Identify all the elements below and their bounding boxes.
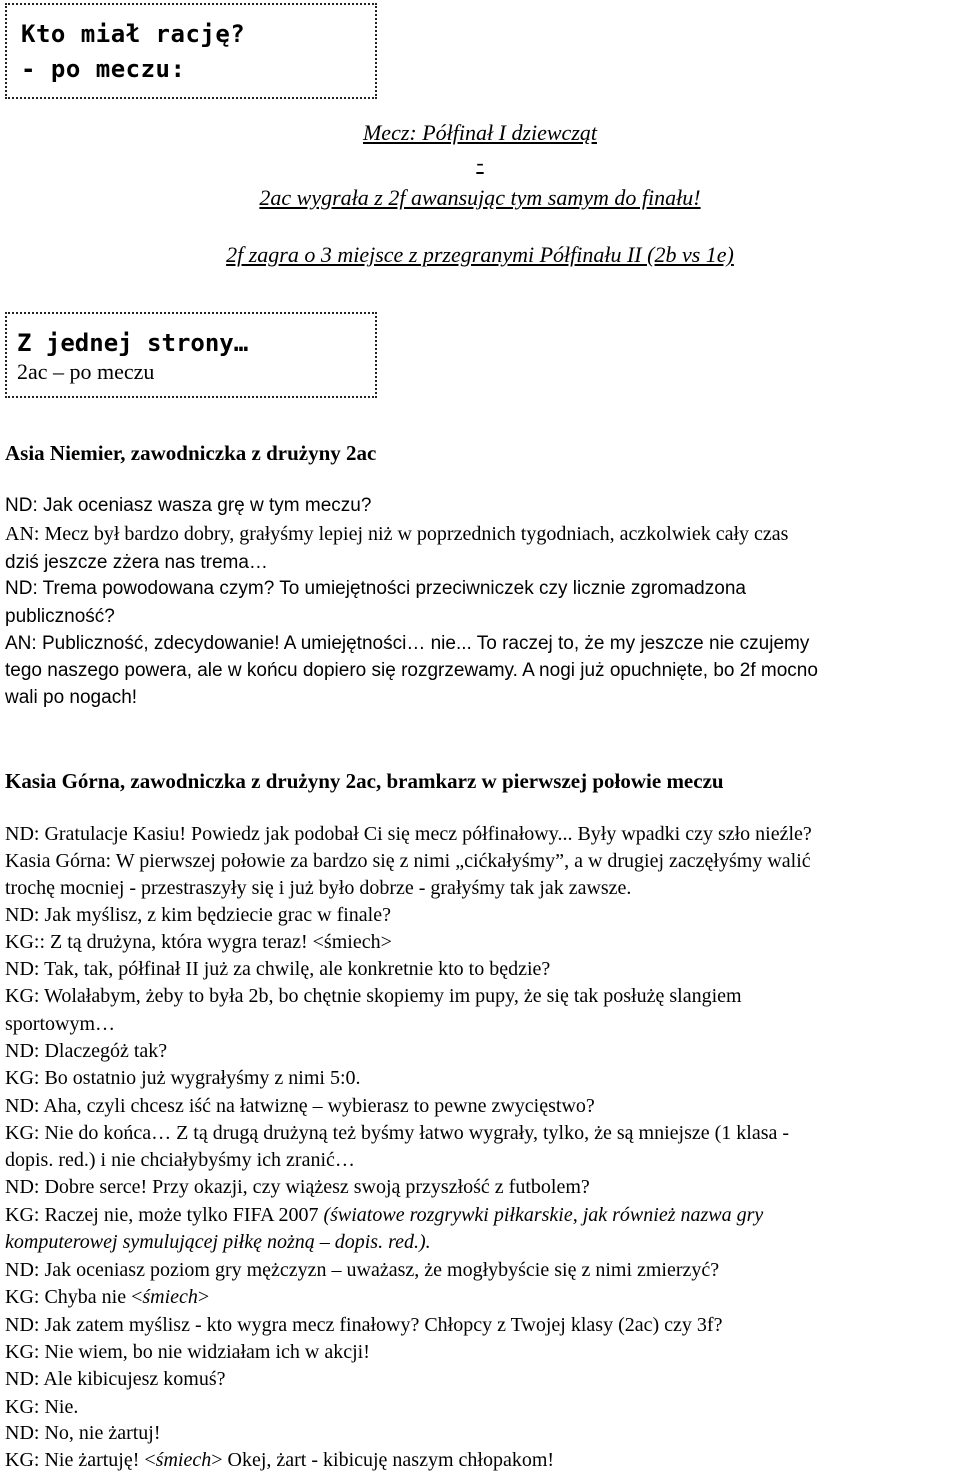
- interview1-line: wali po nogach!: [5, 687, 138, 708]
- interview1-line: dziś jeszcze zżera nas trema…: [5, 552, 268, 573]
- interview2-line: KG: Nie do końca… Z tą drugą drużyną też byśmy łatwo wygrały, tylko, że są mniejsze (1 klasa -: [5, 1122, 790, 1144]
- interview2-line: ND: Ale kibicujesz komuś?: [5, 1368, 226, 1390]
- interview1-title: Asia Niemier, zawodniczka z drużyny 2ac: [5, 441, 377, 465]
- interview2-line: dopis. red.) i nie chciałybyśmy ich zranić…: [5, 1149, 355, 1171]
- interview2-line: KG: Bo ostatnio już wygrałyśmy z nimi 5:0.: [5, 1067, 361, 1089]
- interview2-line: KG: Chyba nie <śmiech>: [5, 1286, 210, 1308]
- interview2-title: Kasia Górna, zawodniczka z drużyny 2ac, bramkarz w pierwszej połowie meczu: [5, 769, 724, 793]
- interview2-line: ND: Gratulacje Kasiu! Powiedz jak podobał Ci się mecz półfinałowy... Były wpadki czy szło nieźle?: [5, 823, 812, 845]
- match-dash: -: [476, 150, 484, 175]
- interview1-line: tego naszego powera, ale w końcu dopiero się rozgrzewamy. A nogi już opuchnięte, bo 2f mocno: [5, 660, 818, 681]
- interview1-line: ND: Trema powodowana czym? To umiejętności przeciwniczek czy licznie zgromadzona: [5, 578, 746, 599]
- interview2-line: Kasia Górna: W pierwszej połowie za bardzo się z nimi „cićkałyśmy”, a w drugiej zaczęłyśmy walić: [5, 850, 811, 872]
- header-line-1: Kto miał rację?: [21, 20, 246, 48]
- interview2-line: trochę mocniej - przestraszyły się i już było dobrze - grałyśmy tak jak zawsze.: [5, 877, 632, 899]
- match-note: 2f zagra o 3 miejsce z przegranymi Półfinału II (2b vs 1e): [226, 242, 734, 267]
- header-line-2: - po meczu:: [21, 55, 186, 83]
- interview2-line: ND: Jak myślisz, z kim będziecie grac w finale?: [5, 904, 391, 926]
- interview2-line: KG: Wolałabym, żeby to była 2b, bo chętnie skopiemy im pupy, że się tak posłużę slangiem: [5, 985, 742, 1007]
- interview2-line: KG:: Z tą drużyna, która wygra teraz! <śmiech>: [5, 931, 392, 953]
- interview2-line: ND: Tak, tak, półfinał II już za chwilę, ale konkretnie kto to będzie?: [5, 958, 551, 980]
- interview1-line: ND: Jak oceniasz wasza grę w tym meczu?: [5, 495, 372, 516]
- interview2-line: KG: Nie wiem, bo nie widziałam ich w akcji!: [5, 1341, 370, 1363]
- interview2-line: ND: Aha, czyli chcesz iść na łatwiznę – wybierasz to pewne zwycięstwo?: [5, 1095, 595, 1117]
- side-box-subheading: 2ac – po meczu: [17, 359, 155, 384]
- side-box-heading: Z jednej strony…: [17, 329, 249, 357]
- interview2-line: KG: Raczej nie, może tylko FIFA 2007 (światowe rozgrywki piłkarskie, jak również nazwa gry: [5, 1204, 764, 1226]
- interview2-line: ND: No, nie żartuj!: [5, 1422, 161, 1444]
- interview2-line: ND: Dlaczegóż tak?: [5, 1040, 168, 1062]
- interview2-line: ND: Jak zatem myślisz - kto wygra mecz finałowy? Chłopcy z Twojej klasy (2ac) czy 3f?: [5, 1314, 723, 1336]
- interview2-line: sportowym…: [5, 1013, 115, 1035]
- interview1-line: AN: Publiczność, zdecydowanie! A umiejętności… nie... To raczej to, że my jeszcze nie czujemy: [5, 633, 810, 654]
- interview2-line: komputerowej symulującej piłkę nożną – dopis. red.).: [5, 1231, 431, 1253]
- interview2-line: KG: Nie.: [5, 1396, 79, 1418]
- match-result: 2ac wygrała z 2f awansując tym samym do finału!: [259, 185, 701, 210]
- interview2-line: ND: Jak oceniasz poziom gry mężczyzn – uważasz, że mogłybyście się z nimi zmierzyć?: [5, 1259, 720, 1281]
- side-box: [5, 312, 377, 398]
- header-box: [5, 3, 377, 99]
- interview1-line: publiczność?: [5, 606, 115, 627]
- interview2-line: ND: Dobre serce! Przy okazji, czy wiążesz swoją przyszłość z futbolem?: [5, 1176, 590, 1198]
- interview2-line: KG: Nie żartuję! <śmiech> Okej, żart - kibicuję naszym chłopakom!: [5, 1449, 555, 1471]
- match-title: Mecz: Półfinał I dziewcząt: [362, 120, 597, 145]
- interview1-line: AN: Mecz był bardzo dobry, grałyśmy lepiej niż w poprzednich tygodniach, aczkolwiek cały czas: [5, 523, 789, 545]
